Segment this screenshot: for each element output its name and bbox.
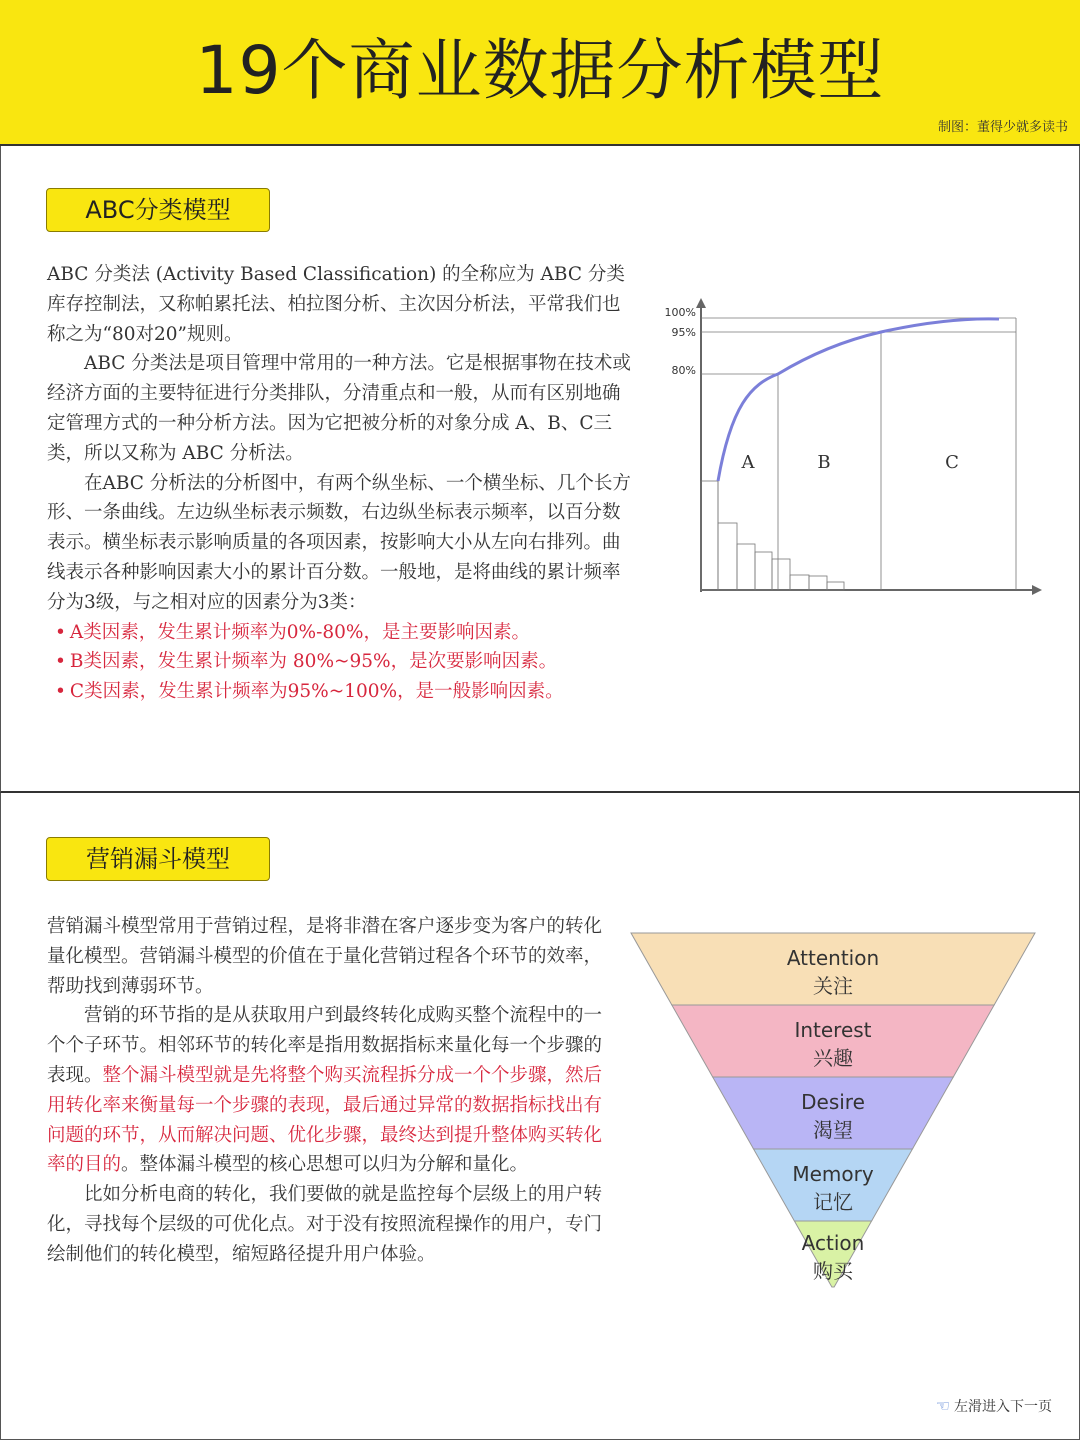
funnel-label-en: Action [801, 1231, 865, 1255]
pareto-bar [737, 544, 755, 590]
funnel-label-zh: 记忆 [813, 1190, 853, 1214]
abc-bullet-list [47, 618, 637, 707]
pareto-bar [790, 575, 809, 590]
funnel-paragraph-2 [47, 1001, 611, 1180]
zone-label-c: C [945, 452, 959, 473]
page-header [0, 0, 1080, 146]
swipe-hint-label: 左滑进入下一页 [954, 1399, 1052, 1415]
pareto-bar [718, 523, 737, 590]
y-axis-arrow [696, 298, 706, 308]
x-axis-arrow [1032, 585, 1042, 595]
y-tick-95: 95% [671, 326, 696, 339]
abc-pareto-diagram [656, 296, 1056, 606]
funnel-label-zh: 关注 [813, 974, 853, 998]
funnel-paragraph-3: 比如分析电商的转化，我们要做的就是监控每个层级上的用户转化，寻找每个层级的可优化点。对于没有按照流程操作的用户，专门绘制他们的转化模型，缩短路径提升用户体验。 [47, 1184, 603, 1265]
abc-bullet-a: • A类因素，发生累计频率为0%-80%，是主要影响因素。 [47, 618, 637, 648]
funnel-text-block [47, 912, 611, 1270]
abc-section [0, 146, 1080, 793]
funnel-label-en: Desire [801, 1090, 865, 1114]
zone-label-b: B [817, 452, 831, 473]
abc-paragraph-2: ABC 分类法是项目管理中常用的一种方法。它是根据事物在技术或经济方面的主要特征进行分类排队，分清重点和一般，从而有区别地确定管理方式的一种分析方法。因为它把被分析的对象分成 A、B、C三类，所以又称为 ABC 分析法。 [47, 353, 631, 464]
pareto-bars [701, 481, 844, 590]
abc-paragraph-1: ABC 分类法 (Activity Based Classification) 的全称应为 ABC 分类库存控制法，又称帕累托法、柏拉图分析、主次因分析法，平常我们也称之为“80对20”规则。 [47, 264, 625, 345]
credit-text: 制图：董得少就多读书 [937, 120, 1068, 135]
pareto-bar [809, 576, 827, 590]
pareto-bar [755, 552, 772, 590]
abc-bullet-b: • B类因素，发生累计频率为 80%~95%，是次要影响因素。 [47, 647, 637, 677]
pareto-bar [701, 481, 718, 590]
abc-paragraph-3: 在ABC 分析法的分析图中，有两个纵坐标、一个横坐标、几个长方形、一条曲线。左边纵坐标表示频数，右边纵坐标表示频率，以百分数表示。横坐标表示影响质量的各项因素，按影响大小从左向右排列。曲线表示各种影响因素大小的累计百分数。一般地，是将曲线的累计频率分为3级，与之相对应的因素分为3类： [47, 472, 631, 613]
funnel-section-tag: 营销漏斗模型 [46, 837, 270, 881]
funnel-section [0, 793, 1080, 1440]
funnel-paragraph-2-start: 营销的环节指的是从获取用户到最终转化成购买整个流程中的一个个子环节。相邻环节的转化率是指用数据指标来量化每一个步骤的表现。 [47, 1005, 603, 1086]
funnel-label-zh: 渴望 [813, 1118, 853, 1142]
zone-label-a: A [741, 452, 755, 473]
funnel-paragraph-2-end: 。整体漏斗模型的核心思想可以归为分解和量化。 [121, 1154, 529, 1176]
funnel-label-en: Attention [786, 946, 880, 970]
abc-bullet-c: • C类因素，发生累计频率为95%~100%，是一般影响因素。 [47, 677, 637, 707]
funnel-label-zh: 购买 [813, 1259, 853, 1283]
y-tick-80: 80% [671, 364, 696, 377]
pareto-bar [827, 582, 844, 590]
swipe-hint[interactable] [936, 1396, 1052, 1416]
funnel-paragraph-2-highlight: 整个漏斗模型就是先将整个购买流程拆分成一个个步骤，然后用转化率来衡量每一个步骤的表现，最后通过异常的数据指标找出有问题的环节，从而解决问题、优化步骤，最终达到提升整体购买转化率的目的 [47, 1064, 603, 1176]
funnel-paragraph-1: 营销漏斗模型常用于营销过程，是将非潜在客户逐步变为客户的转化量化模型。营销漏斗模型的价值在于量化营销过程各个环节的效率，帮助找到薄弱环节。 [47, 916, 603, 997]
marketing-funnel-diagram [621, 931, 1051, 1301]
abc-text-block [47, 260, 637, 707]
funnel-label-en: Memory [792, 1162, 874, 1186]
page-title: 19个商业数据分析模型 [195, 32, 885, 109]
funnel-label-zh: 兴趣 [813, 1046, 853, 1070]
funnel-label-en: Interest [794, 1018, 872, 1042]
abc-section-tag: ABC分类模型 [46, 188, 270, 232]
pareto-bar [772, 559, 790, 590]
y-tick-100: 100% [664, 306, 696, 319]
swipe-hand-icon: ☜ [935, 1396, 950, 1415]
